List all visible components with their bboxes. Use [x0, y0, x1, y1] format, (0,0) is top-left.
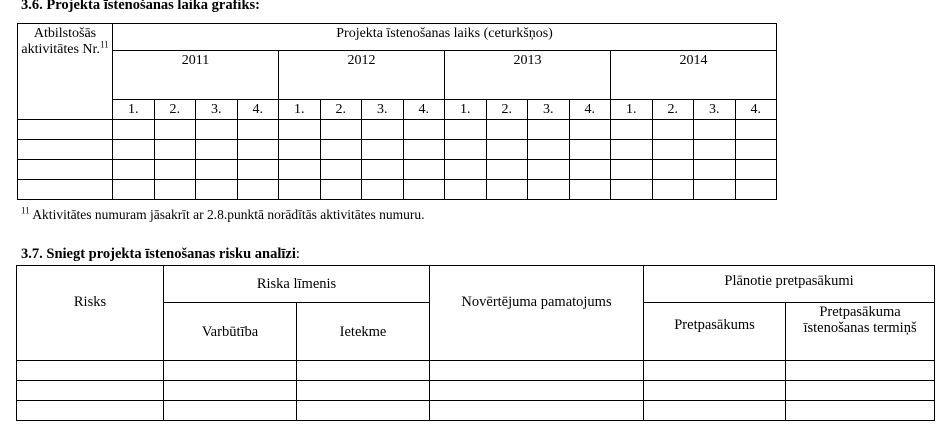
measure-header: Pretpasākums: [644, 303, 786, 361]
deadline-header: Pretpasākuma īstenošanas termiņš: [786, 303, 935, 361]
schedule-cell[interactable]: [196, 160, 238, 180]
schedule-cell[interactable]: [694, 140, 736, 160]
schedule-cell[interactable]: [486, 120, 528, 140]
schedule-cell[interactable]: [362, 120, 404, 140]
quarter-header: 3.: [196, 100, 238, 120]
quarter-header: 1.: [279, 100, 321, 120]
schedule-cell[interactable]: [279, 140, 321, 160]
quarter-header: 4.: [569, 100, 611, 120]
risk-cell[interactable]: [786, 401, 935, 421]
footnote: [21, 207, 424, 223]
risk-cell[interactable]: [17, 401, 164, 421]
schedule-cell[interactable]: [320, 160, 362, 180]
schedule-cell[interactable]: [279, 180, 321, 200]
risk-cell[interactable]: [297, 361, 430, 381]
schedule-cell[interactable]: [528, 140, 570, 160]
year-header-2011: 2011: [113, 51, 279, 100]
schedule-cell[interactable]: [403, 120, 445, 140]
schedule-cell[interactable]: [528, 120, 570, 140]
schedule-table: [17, 23, 777, 200]
schedule-cell[interactable]: [154, 120, 196, 140]
quarter-header: 2.: [486, 100, 528, 120]
quarter-header: 4.: [735, 100, 777, 120]
schedule-cell[interactable]: [362, 180, 404, 200]
schedule-cell[interactable]: [113, 140, 155, 160]
schedule-cell[interactable]: [154, 140, 196, 160]
risk-cell[interactable]: [164, 381, 297, 401]
schedule-cell[interactable]: [362, 140, 404, 160]
schedule-cell[interactable]: [320, 140, 362, 160]
period-header: [113, 24, 777, 51]
schedule-cell[interactable]: [486, 180, 528, 200]
schedule-cell[interactable]: [320, 120, 362, 140]
risk-cell[interactable]: [430, 361, 644, 381]
schedule-row: [18, 180, 777, 200]
schedule-cell[interactable]: [486, 160, 528, 180]
section-3-7-title: [21, 246, 300, 263]
schedule-cell[interactable]: [569, 120, 611, 140]
risk-level-header: Riska līmenis: [164, 266, 430, 303]
year-header-2012: 2012: [279, 51, 445, 100]
schedule-cell[interactable]: [569, 160, 611, 180]
quarter-header: 3.: [694, 100, 736, 120]
schedule-cell[interactable]: [445, 120, 487, 140]
schedule-cell[interactable]: [154, 180, 196, 200]
schedule-cell[interactable]: [237, 120, 279, 140]
schedule-cell[interactable]: [196, 120, 238, 140]
quarter-header: 1.: [611, 100, 653, 120]
schedule-cell[interactable]: [735, 180, 777, 200]
risk-cell[interactable]: [430, 401, 644, 421]
risk-cell[interactable]: [644, 381, 786, 401]
quarter-header: 2.: [154, 100, 196, 120]
quarter-header: 2.: [320, 100, 362, 120]
risk-row: [17, 401, 935, 421]
schedule-row: [18, 140, 777, 160]
period-header-text: Projekta īstenošanas laiks (ceturkšņos): [336, 26, 553, 41]
schedule-cell[interactable]: [18, 120, 113, 140]
schedule-cell[interactable]: [652, 160, 694, 180]
risk-cell[interactable]: [786, 381, 935, 401]
risk-cell[interactable]: [430, 381, 644, 401]
impact-header: Ietekme: [297, 303, 430, 361]
quarter-header: 4.: [403, 100, 445, 120]
schedule-cell[interactable]: [652, 180, 694, 200]
schedule-cell[interactable]: [18, 140, 113, 160]
schedule-cell[interactable]: [279, 160, 321, 180]
schedule-cell[interactable]: [445, 180, 487, 200]
risk-cell[interactable]: [17, 361, 164, 381]
risk-row: [17, 361, 935, 381]
planned-measures-header: Plānotie pretpasākumi: [644, 266, 935, 303]
risk-cell[interactable]: [644, 401, 786, 421]
schedule-cell[interactable]: [18, 180, 113, 200]
schedule-cell[interactable]: [18, 160, 113, 180]
section-3-7-title-suffix: :: [295, 246, 300, 262]
schedule-cell[interactable]: [237, 180, 279, 200]
quarter-header: 2.: [652, 100, 694, 120]
quarter-header: 3.: [362, 100, 404, 120]
footnote-number: 11: [21, 205, 30, 216]
schedule-cell[interactable]: [403, 140, 445, 160]
risk-row: [17, 381, 935, 401]
schedule-cell[interactable]: [528, 180, 570, 200]
schedule-cell[interactable]: [611, 120, 653, 140]
schedule-cell[interactable]: [694, 120, 736, 140]
schedule-cell[interactable]: [237, 160, 279, 180]
schedule-cell[interactable]: [362, 160, 404, 180]
schedule-cell[interactable]: [113, 120, 155, 140]
schedule-cell[interactable]: [486, 140, 528, 160]
schedule-cell[interactable]: [403, 160, 445, 180]
schedule-cell[interactable]: [154, 160, 196, 180]
risk-cell[interactable]: [164, 401, 297, 421]
schedule-cell[interactable]: [403, 180, 445, 200]
risks-header: Risks: [17, 266, 164, 361]
schedule-cell[interactable]: [196, 180, 238, 200]
quarter-header: 4.: [237, 100, 279, 120]
section-3-6-title: 3.6. Projekta īstenošanas laika grafiks:: [21, 0, 260, 13]
footnote-ref: 11: [99, 39, 109, 50]
risk-cell[interactable]: [17, 381, 164, 401]
justification-header: Novērtējuma pamatojums: [430, 266, 644, 361]
schedule-cell[interactable]: [611, 160, 653, 180]
schedule-cell[interactable]: [113, 160, 155, 180]
section-3-7-title-text: 3.7. Sniegt projekta īstenošanas risku analīzi: [21, 246, 296, 262]
quarter-header: 3.: [528, 100, 570, 120]
quarter-header: 1.: [113, 100, 155, 120]
schedule-cell[interactable]: [735, 120, 777, 140]
year-header-2014: 2014: [611, 51, 777, 100]
schedule-cell[interactable]: [694, 160, 736, 180]
schedule-cell[interactable]: [196, 140, 238, 160]
schedule-cell[interactable]: [320, 180, 362, 200]
schedule-cell[interactable]: [735, 160, 777, 180]
schedule-row: [18, 160, 777, 180]
schedule-cell[interactable]: [569, 140, 611, 160]
footnote-text: Aktivitātes numuram jāsakrīt ar 2.8.punktā norādītās aktivitātes numuru.: [32, 207, 425, 222]
schedule-cell[interactable]: [445, 140, 487, 160]
schedule-cell[interactable]: [237, 140, 279, 160]
risk-cell[interactable]: [644, 361, 786, 381]
schedule-row: [18, 120, 777, 140]
schedule-cell[interactable]: [611, 140, 653, 160]
schedule-cell[interactable]: [611, 180, 653, 200]
schedule-cell[interactable]: [445, 160, 487, 180]
probability-header: Varbūtība: [164, 303, 297, 361]
schedule-cell[interactable]: [735, 140, 777, 160]
schedule-cell[interactable]: [113, 180, 155, 200]
schedule-cell[interactable]: [652, 140, 694, 160]
risk-cell[interactable]: [297, 401, 430, 421]
activity-number-header: [18, 24, 113, 120]
schedule-cell[interactable]: [528, 160, 570, 180]
risk-cell[interactable]: [297, 381, 430, 401]
schedule-cell[interactable]: [279, 120, 321, 140]
activity-number-header-text: Atbilstošās aktivitātes Nr.: [21, 26, 100, 57]
schedule-cell[interactable]: [694, 180, 736, 200]
schedule-cell[interactable]: [652, 120, 694, 140]
risk-cell[interactable]: [786, 361, 935, 381]
year-header-2013: 2013: [445, 51, 611, 100]
risk-cell[interactable]: [164, 361, 297, 381]
schedule-cell[interactable]: [569, 180, 611, 200]
risk-table: [16, 265, 935, 421]
quarter-header: 1.: [445, 100, 487, 120]
